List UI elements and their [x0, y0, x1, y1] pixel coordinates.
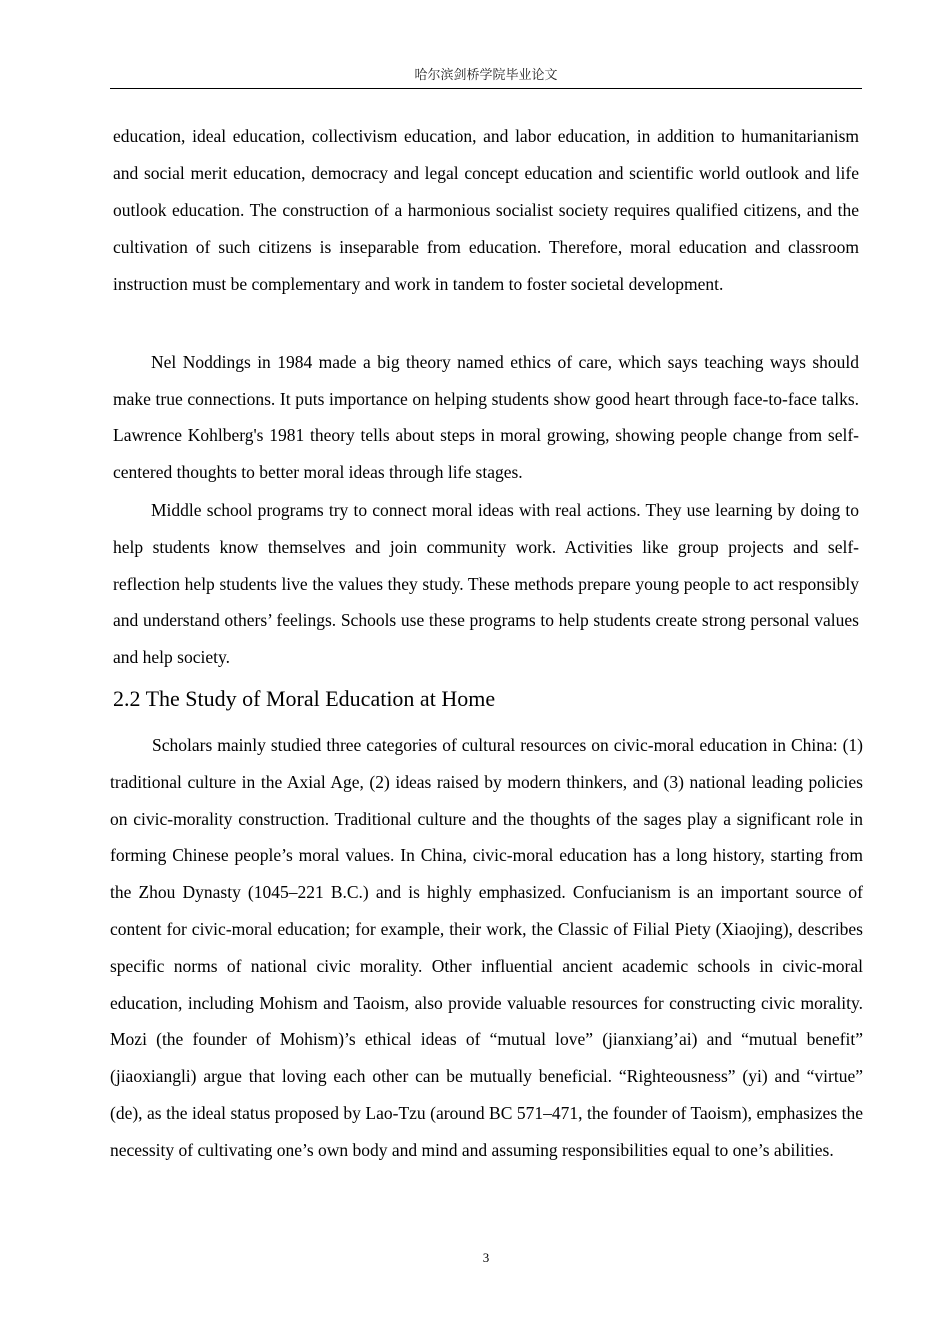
paragraph-middle-school-programs: Middle school programs try to connect moral ideas with real actions. They use learning by doing to help students know themselves and join community work. Activities like group projects and self-reflection help students live the values they study. These methods prepare young people to act responsibly and understand others’ feelings. Schools use these programs to help students create strong personal values and help society.	[113, 500, 859, 668]
paragraph-moral-education-types: education, ideal education, collectivism education, and labor education, in addition to humanitarianism and social merit education, democracy and legal concept education and scientific world outlook and life outlook education. The construction of a harmonious socialist society requires qualified citizens, and the cultivation of such citizens is inseparable from education. Therefore, moral education and classroom instruction must be complementary and work in tandem to foster societal development.	[113, 126, 859, 294]
paragraph-cultural-resources: Scholars mainly studied three categories of cultural resources on civic-moral education in China: (1) traditional culture in the Axial Age, (2) ideas raised by modern thinkers, and (3) national leading policies on civic-morality construction. Traditional culture and the thoughts of the sages play a significant role in forming Chinese people’s moral values. In China, civic-moral education has a long history, starting from the Zhou Dynasty (1045–221 B.C.) and is highly emphasized. Confucianism is an important source of content for civic-moral education; for example, their work, the Classic of Filial Piety (Xiaojing), describes specific norms of national civic morality. Other influential ancient academic schools in civic-moral education, including Mohism and Taoism, also provide valuable resources for constructing civic morality. Mozi (the founder of Mohism)’s ethical ideas of “mutual love” (jianxiang’ai) and “mutual benefit” (jiaoxiangli) argue that loving each other can be mutually beneficial. “Righteousness” (yi) and “virtue” (de), as the ideal status proposed by Lao-Tzu (around BC 571–471, the founder of Taoism), emphasizes the necessity of cultivating one’s own body and mind and assuming responsibilities equal to one’s abilities.	[110, 735, 863, 1160]
section-heading: 2.2 The Study of Moral Education at Home	[113, 686, 496, 711]
page-number: 3	[482, 1250, 490, 1265]
page-header: 哈尔滨剑桥学院毕业论文	[414, 68, 558, 83]
paragraph-ethics-of-care: Nel Noddings in 1984 made a big theory named ethics of care, which says teaching ways should make true connections. It puts importance on helping students show good heart through face-to-face talks. Lawrence Kohlberg's 1981 theory tells about steps in moral growing, showing people change from self-centered thoughts to better moral ideas through life stages.	[113, 352, 859, 482]
header-divider	[110, 88, 862, 89]
